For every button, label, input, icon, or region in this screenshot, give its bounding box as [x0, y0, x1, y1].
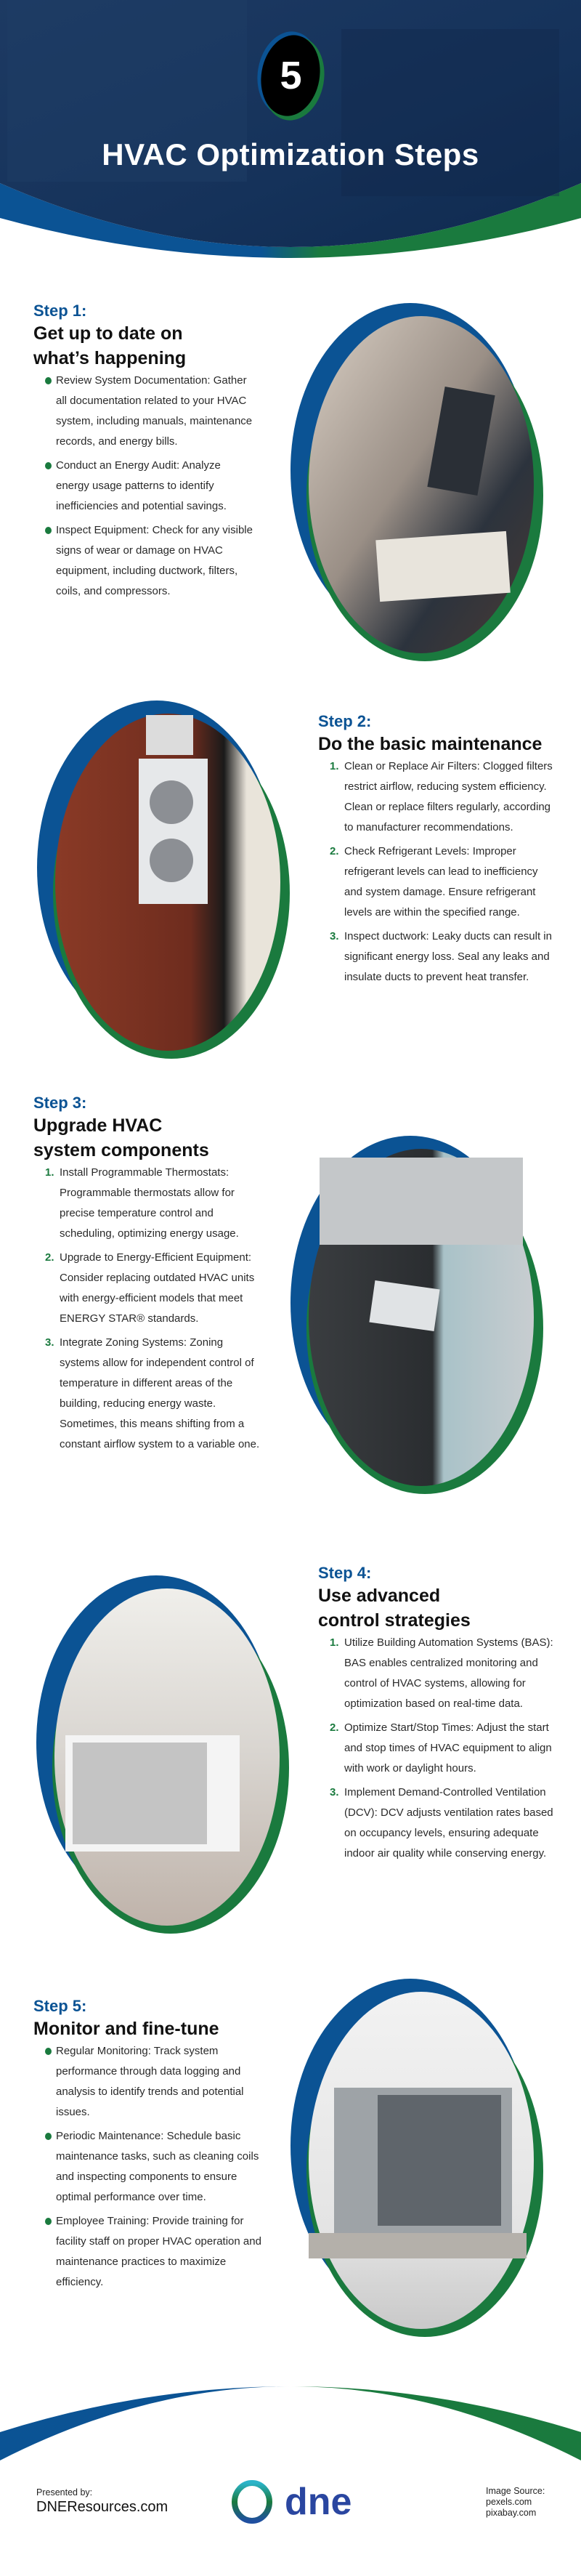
step-1 — [33, 301, 255, 605]
list-item: 3. Inspect ductwork: Leaky ducts can result in significant energy loss. Seal any leaks and insulate ducts to prevent heat transfer. — [330, 926, 558, 988]
window-ac-photo — [36, 1575, 290, 1935]
hero-number: 5 — [280, 54, 302, 97]
list-item: 1. Install Programmable Thermostats: Programmable thermostats allow for precise temperature control and scheduling, optimizing energy usage. — [45, 1163, 266, 1244]
list-item: 2. Upgrade to Energy-Efficient Equipment: Consider replacing outdated HVAC units with energy-efficient models that meet ENERGY STAR® standards. — [45, 1248, 266, 1329]
step-list — [330, 1633, 558, 1864]
footer — [0, 2354, 581, 2576]
step-4 — [318, 1563, 558, 1868]
step-heading: Monitor and fine-tune — [33, 2019, 219, 2039]
step-heading: system components — [33, 1140, 209, 1160]
list-item: Regular Monitoring: Track system performance through data logging and analysis to identify trends and potential issues. — [45, 2041, 262, 2123]
list-number: 2. — [45, 1251, 54, 1264]
step-list — [330, 756, 558, 988]
step-heading: Do the basic maintenance — [318, 734, 543, 754]
list-number: 3. — [330, 930, 339, 942]
list-item: 1. Utilize Building Automation Systems (BAS): BAS enables centralized monitoring and control of HVAC systems, allowing for optimization based on real-time data. — [330, 1633, 558, 1714]
list-item: 3. Implement Demand-Controlled Ventilation (DCV): DCV adjusts ventilation rates based on occupancy levels, ensuring adequate indoor air quality while conserving energy. — [330, 1782, 558, 1864]
list-item: Conduct an Energy Audit: Analyze energy usage patterns to identify inefficiencies and potential savings. — [45, 456, 255, 517]
dne-ring-icon — [229, 2480, 275, 2524]
page-title: HVAC Optimization Steps — [102, 137, 479, 171]
list-item: Employee Training: Provide training for facility staff on proper HVAC operation and maintenance practices to maximize efficiency. — [45, 2211, 262, 2293]
step-label: Step 3: — [33, 1094, 87, 1112]
step-heading: what’s happening — [33, 348, 187, 368]
hero-banner — [0, 0, 581, 262]
outdoor-ac-photo — [37, 700, 291, 1060]
step-list — [45, 371, 255, 602]
list-number: 3. — [45, 1336, 54, 1349]
step-3 — [33, 1093, 266, 1458]
image-source-label: Image Source: — [486, 2486, 545, 2496]
step-list — [45, 1163, 266, 1455]
step-list — [45, 2041, 262, 2293]
dne-logo — [229, 2480, 352, 2524]
bullet-icon — [45, 520, 52, 534]
step-label: Step 5: — [33, 1997, 87, 2015]
heat-pump-photo — [290, 1979, 545, 2338]
bullet-icon — [45, 2126, 52, 2140]
bullet-icon — [45, 371, 52, 384]
bullet-icon — [45, 456, 52, 469]
step-2 — [318, 711, 558, 991]
list-item: 1. Clean or Replace Air Filters: Clogged filters restrict airflow, reducing system efficiency. Clean or replace filters regularly, according to manufacturer recommendations. — [330, 756, 558, 838]
step-label: Step 2: — [318, 712, 372, 730]
list-item: 2. Check Refrigerant Levels: Improper refrigerant levels can lead to inefficiency and system damage. Ensure refrigerant levels are within the specified range. — [330, 841, 558, 923]
step-heading: Use advanced — [318, 1586, 441, 1606]
list-item: Review System Documentation: Gather all documentation related to your HVAC system, including manuals, maintenance records, and energy bills. — [45, 371, 255, 452]
website-link[interactable]: DNEResources.com — [36, 2499, 168, 2515]
list-item: Inspect Equipment: Check for any visible signs of wear or damage on HVAC equipment, including ductwork, filters, coils, and compressors. — [45, 520, 255, 602]
source-link[interactable]: pixabay.com — [486, 2508, 537, 2518]
bullet-icon — [45, 2211, 52, 2225]
list-item: Periodic Maintenance: Schedule basic maintenance tasks, such as cleaning coils and inspecting components to ensure optimal performance over time. — [45, 2126, 262, 2208]
step-heading: Upgrade HVAC — [33, 1115, 163, 1136]
list-number: 2. — [330, 845, 339, 857]
step-heading: Get up to date on — [33, 323, 183, 344]
bullet-icon — [45, 2041, 52, 2055]
source-link[interactable]: pexels.com — [486, 2497, 532, 2507]
list-number: 1. — [330, 760, 339, 772]
list-item: 3. Integrate Zoning Systems: Zoning systems allow for independent control of temperature in different areas of the building, reducing energy waste. Sometimes, this means shifting from a constant airflow system to a variable one. — [45, 1333, 266, 1455]
laptop-photo — [290, 303, 545, 663]
list-number: 3. — [330, 1786, 339, 1798]
list-number: 2. — [330, 1721, 339, 1734]
step-label: Step 1: — [33, 302, 87, 320]
step-heading: control strategies — [318, 1610, 471, 1631]
presented-by-label: Presented by: — [36, 2487, 93, 2498]
logo-text: dne — [285, 2481, 352, 2523]
step-5 — [33, 1996, 262, 2296]
wall-ac-photo — [290, 1136, 545, 1495]
list-number: 1. — [45, 1166, 54, 1179]
footer-arc — [0, 2354, 581, 2471]
step-label: Step 4: — [318, 1564, 372, 1582]
list-item: 2. Optimize Start/Stop Times: Adjust the start and stop times of HVAC equipment to align with work or daylight hours. — [330, 1718, 558, 1779]
list-number: 1. — [330, 1636, 339, 1649]
